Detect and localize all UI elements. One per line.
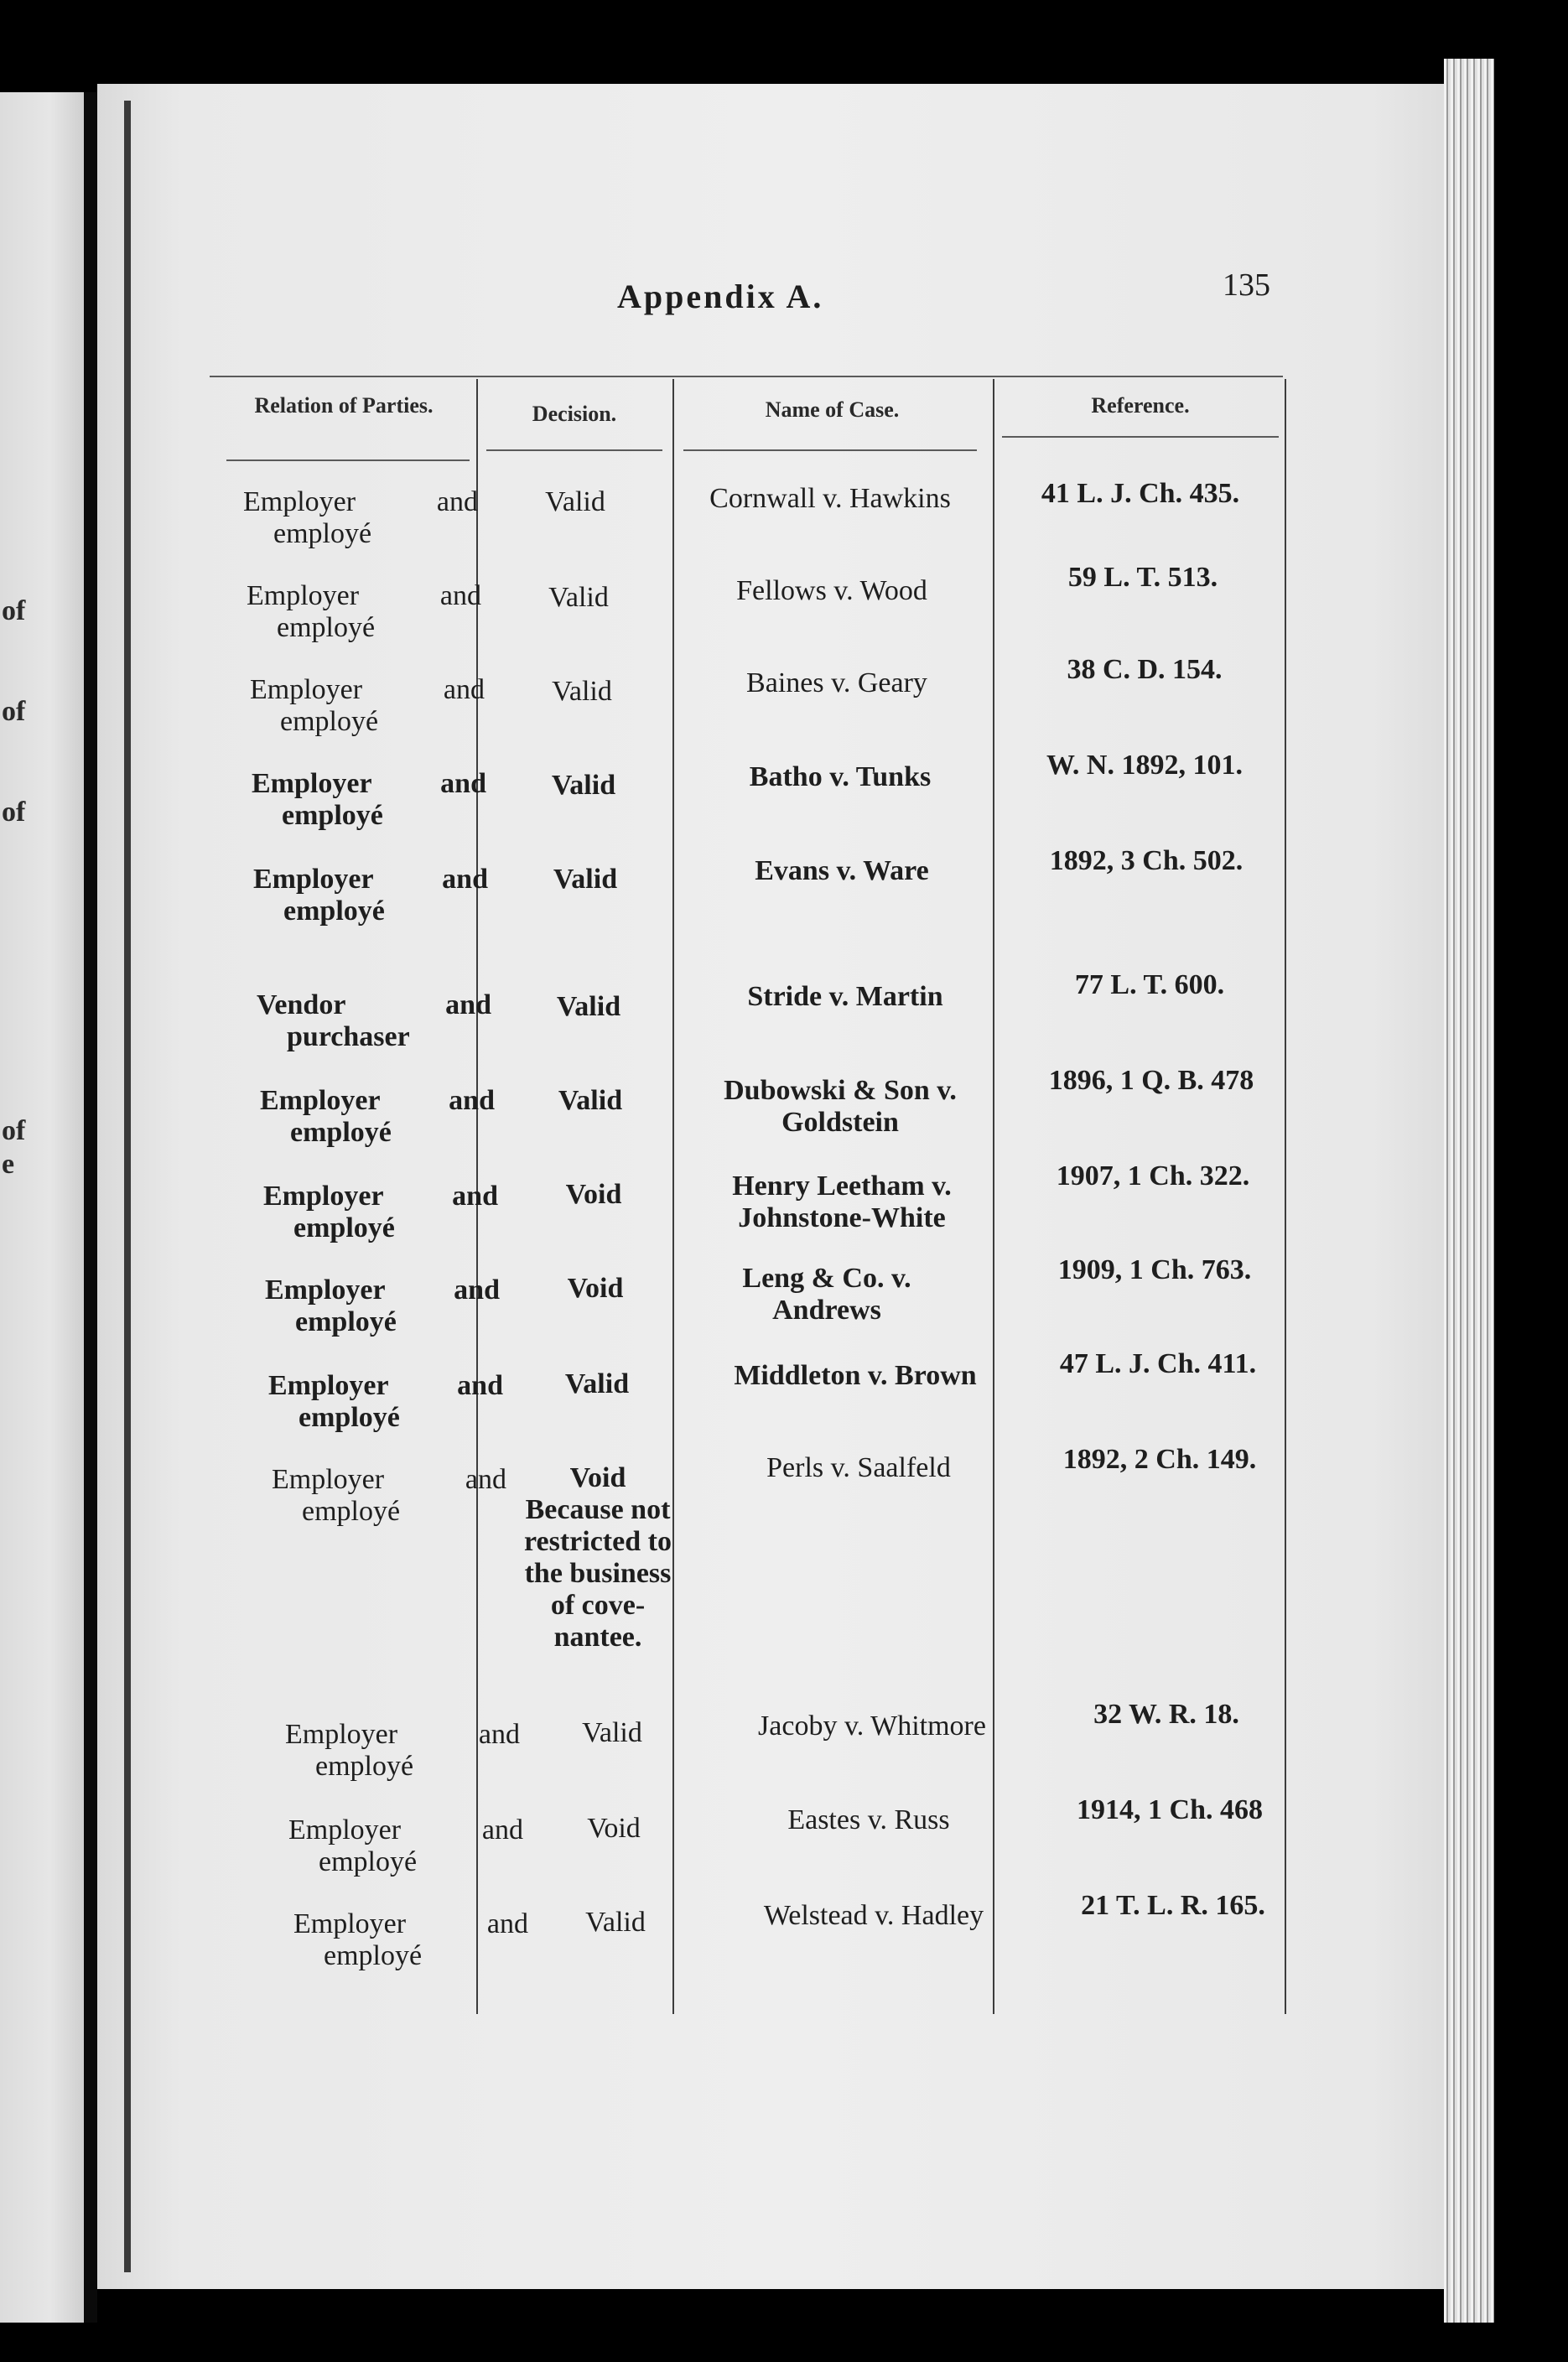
page-border-line: [124, 101, 131, 2272]
relation-line-1: Employer and: [252, 768, 486, 799]
decision-cell: Valid: [553, 864, 618, 895]
reference-cell: 1914, 1 Ch. 468: [1077, 1794, 1263, 1825]
header-rule: [1002, 436, 1279, 438]
reference-cell: 59 L. T. 513.: [1067, 562, 1218, 593]
relation-cell: [250, 674, 485, 738]
relation-line-1: Employer and: [247, 580, 481, 611]
facing-page-text: of: [2, 797, 26, 828]
relation-cell: [288, 1814, 523, 1878]
case-name-cell: Henry Leetham v. Johnstone-White: [732, 1171, 952, 1233]
decision-cell: Valid: [582, 1717, 642, 1748]
case-name-cell: Fellows v. Wood: [736, 575, 927, 606]
reference-cell: 1907, 1 Ch. 322.: [1056, 1160, 1250, 1191]
relation-line-1: Employer and: [288, 1814, 523, 1845]
relation-line-1: Employer and: [265, 1274, 500, 1306]
header-relation: Relation of Parties.: [254, 393, 434, 418]
reference-cell: 21 T. L. R. 165.: [1081, 1890, 1265, 1921]
relation-cell: [263, 1181, 498, 1244]
case-name-cell: Baines v. Geary: [746, 667, 927, 698]
reference-cell: 1892, 2 Ch. 149.: [1062, 1444, 1257, 1475]
case-name-cell: Welstead v. Hadley: [763, 1900, 984, 1931]
decision-cell: Valid: [545, 486, 605, 517]
case-name-cell: Perls v. Saalfeld: [766, 1452, 951, 1483]
relation-line-2: employé: [315, 1751, 414, 1782]
relation-line-1: Employer and: [253, 864, 488, 895]
header-rule: [486, 449, 662, 451]
relation-line-1: Employer and: [293, 1908, 528, 1939]
decision-cell: Void: [587, 1813, 641, 1844]
header-rule: [226, 459, 470, 461]
reference-cell: 1896, 1 Q. B. 478: [1048, 1065, 1254, 1096]
table-top-rule: [210, 376, 1283, 377]
facing-page-text: e: [2, 1149, 15, 1180]
case-name-cell: Leng & Co. v. Andrews: [742, 1263, 911, 1326]
relation-cell: [253, 864, 488, 927]
case-name-cell: Jacoby v. Whitmore: [758, 1711, 986, 1742]
header-rule: [683, 449, 977, 451]
relation-cell: [272, 1464, 506, 1528]
case-name-cell: Stride v. Martin: [747, 981, 943, 1012]
header-reference: Reference.: [1091, 393, 1190, 418]
relation-line-1: Employer and: [272, 1464, 506, 1495]
column-divider: [993, 379, 994, 2014]
relation-line-2: employé: [295, 1306, 397, 1337]
relation-line-2: employé: [299, 1402, 400, 1433]
reference-cell: 77 L. T. 600.: [1074, 969, 1225, 1000]
decision-cell: Void: [567, 1273, 624, 1304]
decision-cell: Valid: [585, 1907, 646, 1938]
reference-cell: 47 L. J. Ch. 411.: [1059, 1348, 1257, 1379]
relation-cell: [285, 1719, 520, 1783]
decision-cell: Void Because not restricted to the business of cove-nantee.: [524, 1462, 672, 1653]
relation-cell: [257, 989, 491, 1053]
relation-line-2: employé: [277, 612, 376, 643]
decision-cell: Valid: [552, 676, 612, 707]
relation-line-2: employé: [319, 1846, 418, 1877]
facing-page-text: of: [2, 1115, 26, 1146]
running-head: Appendix A.: [617, 278, 824, 315]
relation-cell: [252, 768, 486, 832]
relation-line-1: Employer and: [260, 1085, 495, 1116]
reference-cell: 41 L. J. Ch. 435.: [1041, 478, 1240, 509]
relation-line-2: employé: [283, 895, 385, 927]
decision-cell: Valid: [558, 1085, 623, 1116]
relation-line-1: Employer and: [250, 674, 485, 705]
page-number: 135: [1223, 267, 1270, 303]
header-decision: Decision.: [532, 402, 617, 426]
relation-line-2: employé: [293, 1212, 395, 1243]
column-divider: [1285, 379, 1286, 2014]
decision-cell: Valid: [564, 1368, 630, 1399]
relation-line-1: Employer and: [285, 1719, 520, 1750]
relation-line-2: employé: [290, 1117, 392, 1148]
decision-cell: Valid: [551, 770, 616, 801]
relation-line-1: Employer and: [243, 486, 478, 517]
decision-cell: Void: [565, 1179, 622, 1210]
relation-cell: [243, 486, 478, 550]
case-name-cell: Eastes v. Russ: [787, 1804, 950, 1835]
gutter-shadow: [84, 92, 97, 2323]
relation-line-2: employé: [273, 518, 372, 549]
relation-line-1: Employer and: [263, 1181, 498, 1212]
case-name-cell: Batho v. Tunks: [749, 761, 932, 792]
case-name-cell: Cornwall v. Hawkins: [709, 483, 951, 514]
relation-line-1: Vendor and: [257, 989, 491, 1020]
reference-cell: 1892, 3 Ch. 502.: [1049, 845, 1243, 876]
relation-cell: [268, 1370, 503, 1434]
facing-page-fragment: [0, 92, 84, 2323]
relation-line-2: purchaser: [287, 1021, 410, 1052]
reference-cell: 32 W. R. 18.: [1093, 1699, 1239, 1730]
cases-table: [210, 361, 1333, 2021]
relation-cell: [265, 1274, 500, 1338]
facing-page-text: of: [2, 696, 26, 727]
relation-line-2: employé: [282, 800, 383, 831]
relation-line-1: Employer and: [268, 1370, 503, 1401]
reference-cell: W. N. 1892, 101.: [1046, 750, 1243, 781]
relation-line-2: employé: [280, 706, 379, 737]
relation-cell: [247, 580, 481, 644]
page-edges: [1444, 59, 1494, 2323]
relation-cell: [293, 1908, 528, 1972]
case-name-cell: Middleton v. Brown: [734, 1360, 977, 1391]
header-case: Name of Case.: [765, 397, 900, 422]
decision-cell: Valid: [556, 991, 621, 1022]
relation-line-2: employé: [324, 1940, 423, 1971]
relation-line-2: employé: [302, 1496, 401, 1527]
reference-cell: 38 C. D. 154.: [1067, 654, 1223, 685]
case-name-cell: Dubowski & Son v. Goldstein: [724, 1075, 957, 1138]
case-name-cell: Evans v. Ware: [755, 855, 929, 886]
decision-cell: Valid: [548, 582, 609, 613]
relation-cell: [260, 1085, 495, 1149]
reference-cell: 1909, 1 Ch. 763.: [1057, 1254, 1252, 1285]
facing-page-text: of: [2, 595, 26, 626]
